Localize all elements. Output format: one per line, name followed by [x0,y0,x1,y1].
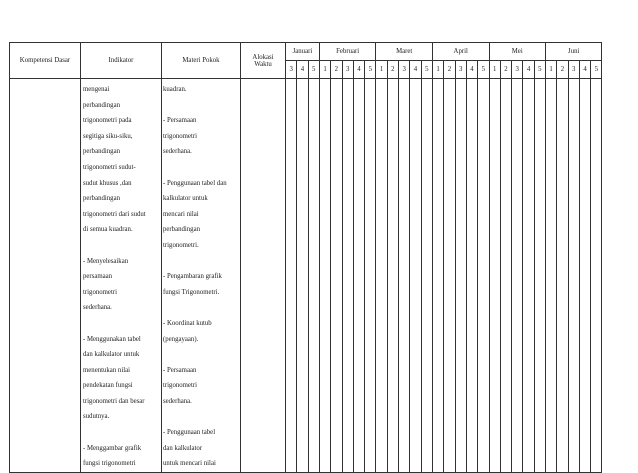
materi-pokok-cell [162,79,241,473]
week-header: 2 [500,61,511,79]
text-line: - Penggunaan tabel dan [163,179,227,187]
week-cell [455,79,466,473]
week-header: 4 [297,61,308,79]
week-cell [500,79,511,473]
week-header: 3 [399,61,410,79]
text-line: trigonometri [83,288,117,296]
month-header-maret: Maret [376,43,433,61]
text-line: perbandingan [83,101,120,109]
week-header: 4 [579,61,590,79]
schedule-table [9,42,602,473]
week-header: 4 [353,61,364,79]
text-line: (pengayaan). [163,335,199,343]
week-header: 1 [545,61,556,79]
month-header-februari: Februari [319,43,376,61]
header-alokasi-line2: Waktu [254,60,272,68]
week-header: 2 [387,61,398,79]
week-cell [579,79,590,473]
text-line [162,254,240,270]
week-cell [286,79,297,473]
text-line: segitiga siku-siku, [83,132,133,140]
text-line: dan kalkulator [163,444,203,452]
text-line: - Penggunaan tabel [163,429,216,437]
month-header-juni: Juni [545,43,601,61]
week-header: 5 [534,61,545,79]
text-line [81,425,161,441]
text-line: fungsi trigonometri [83,460,136,468]
week-header: 2 [557,61,568,79]
text-line: - Persamaan [163,117,197,125]
header-indikator: Indikator [81,43,162,79]
month-header-april: April [432,43,489,61]
text-line: - Menggunakan tabel [83,335,141,343]
text-line [81,238,161,254]
week-cell [319,79,330,473]
week-header: 3 [342,61,353,79]
week-header: 5 [421,61,432,79]
text-line: menentukan nilai [83,366,130,374]
text-line: - Koordinat kutub [163,319,212,327]
week-cell [365,79,376,473]
text-line: - Menyelesaikan [83,257,129,265]
week-header: 5 [591,61,602,79]
week-cell [331,79,342,473]
text-line [81,316,161,332]
text-line: dan kalkulator untuk [83,351,140,359]
week-cell [399,79,410,473]
week-header: 3 [568,61,579,79]
text-line: sederhana. [163,148,192,156]
text-line: kuadran. [163,86,187,93]
text-line: - Pengambaran grafik [163,273,222,281]
header-materi-pokok: Materi Pokok [162,43,241,79]
text-line: sudut khusus ,dan [83,179,132,187]
week-header: 3 [455,61,466,79]
text-line: perbandingan [83,195,120,203]
text-line: pendekatan fungsi [83,382,133,390]
text-line [162,347,240,363]
week-cell [545,79,556,473]
week-header: 4 [523,61,534,79]
text-line: trigonometri pada [83,117,132,125]
text-line: di semua kuadran. [83,226,133,234]
week-header: 1 [376,61,387,79]
text-line: trigonometri sudut- [83,163,136,171]
week-cell [557,79,568,473]
week-header: 5 [365,61,376,79]
week-header: 2 [444,61,455,79]
week-cell [444,79,455,473]
week-header: 5 [478,61,489,79]
week-header: 1 [319,61,330,79]
week-cell [410,79,421,473]
text-line: trigonometri [163,132,197,140]
indikator-lines [81,79,161,472]
alokasi-waktu-cell [241,79,286,473]
text-line: sudutnya. [83,413,110,421]
text-line: trigonometri dari sudut [83,210,146,218]
text-line: perbandingan [163,226,200,234]
text-line: kalkulator untuk [163,195,208,203]
text-line: untuk mencari nilai [163,460,216,468]
month-header-row [10,43,602,61]
schedule-sheet [9,42,601,468]
text-line: trigonometri dan besar [83,397,145,405]
text-line: perbandingan [83,148,120,156]
text-line [162,98,240,114]
text-line: fungsi Trigonometri. [163,288,220,296]
indikator-cell [81,79,162,473]
text-line: sederhana. [83,304,112,312]
week-cell [534,79,545,473]
text-line [162,409,240,425]
week-header: 4 [466,61,477,79]
table-row [10,79,602,473]
week-cell [512,79,523,473]
text-line: persamaan [83,273,113,281]
month-header-mei: Mei [489,43,545,61]
week-cell [466,79,477,473]
week-header: 5 [308,61,319,79]
week-header: 2 [331,61,342,79]
header-alokasi-line1: Alokasi [252,53,274,61]
header-alokasi-waktu [241,43,286,79]
text-line: mencari nilai [163,210,199,218]
text-line: trigonometri [163,382,197,390]
week-cell [489,79,500,473]
week-cell [353,79,364,473]
text-line: - Menggambar grafik [83,444,142,452]
header-kompetensi-dasar: Kompetensi Dasar [10,43,81,79]
week-cell [421,79,432,473]
week-header: 3 [286,61,297,79]
text-line: mengenai [83,86,110,93]
kompetensi-dasar-cell [10,79,81,473]
text-line: trigonometri. [163,241,199,249]
week-header: 1 [489,61,500,79]
week-cell [568,79,579,473]
text-line [162,300,240,316]
week-header: 4 [410,61,421,79]
week-header: 3 [512,61,523,79]
week-cell [387,79,398,473]
week-cell [591,79,602,473]
week-header: 1 [432,61,443,79]
week-cell [376,79,387,473]
text-line: - Persamaan [163,366,197,374]
text-line: sederhana. [163,397,192,405]
materi-lines [162,79,240,472]
week-cell [478,79,489,473]
week-cell [432,79,443,473]
week-cell [308,79,319,473]
week-cell [342,79,353,473]
text-line [162,160,240,176]
week-cell [523,79,534,473]
month-header-januari: Januari [286,43,320,61]
week-cell [297,79,308,473]
